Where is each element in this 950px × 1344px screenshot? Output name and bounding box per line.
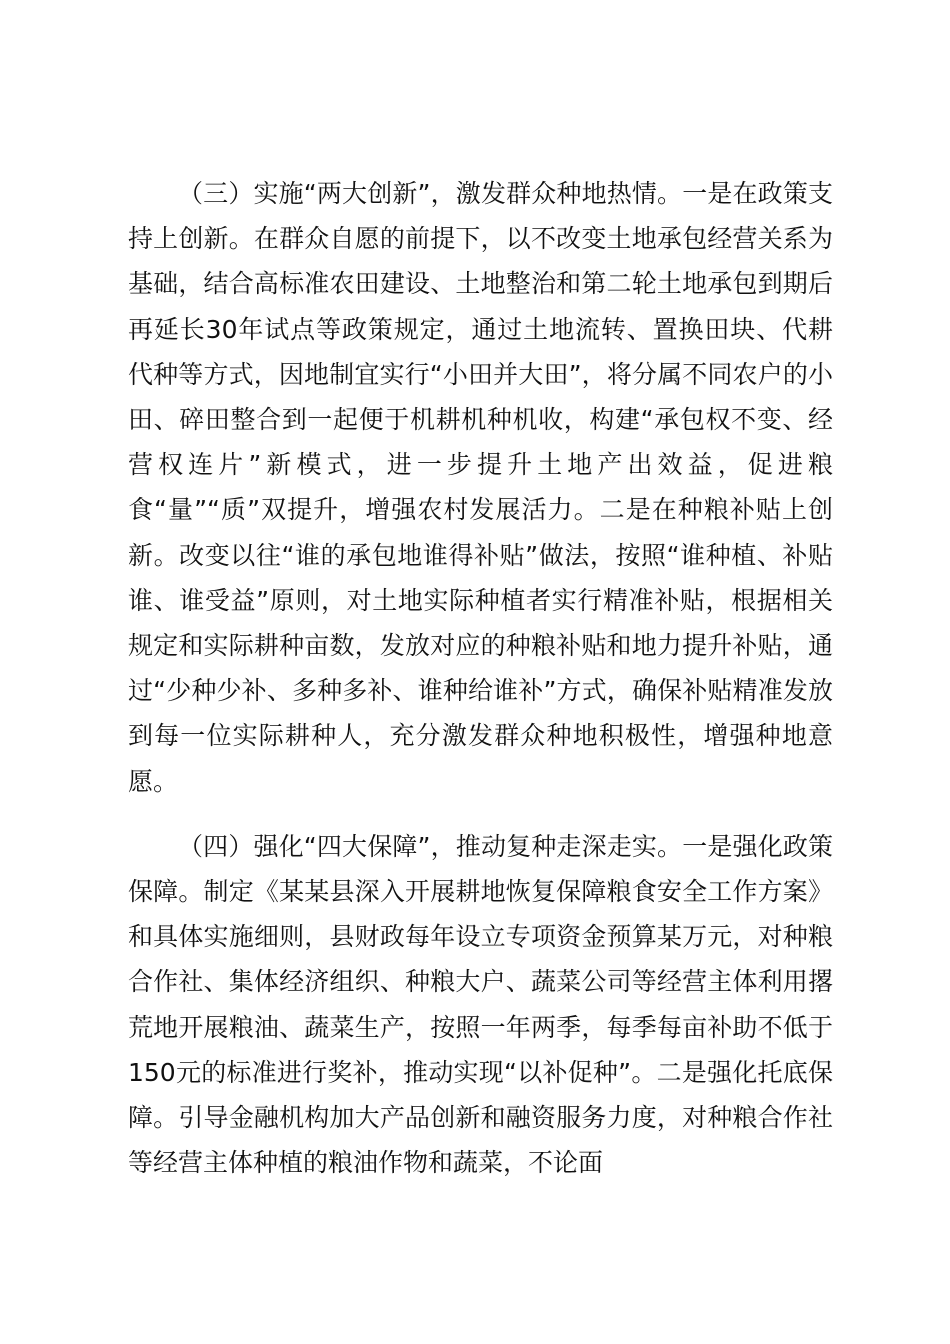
paragraph-four-guarantees: （四）强化“四大保障”，推动复种走深走实。一是强化政策保障。制定《某某县深入开展耕地恢复保障粮食安全工作方案》和具体实施细则，县财政每年设立专项资金预算某万元，对种粮合作社、集体经济组织、种粮大户、蔬菜公司等经营主体利用撂荒地开展粮油、蔬菜生产，按照一年两季，每季每亩补助不低于150元的标准进行奖补，推动实现“以补促种”。二是强化托底保障。引导金融机构加大产品创新和融资服务力度，对种粮合作社等经营主体种植的粮油作物和蔬菜，不论面	[128, 831, 833, 1178]
document-page	[128, 171, 833, 1185]
paragraph-two-innovations: （三）实施“两大创新”，激发群众种地热情。一是在政策支持上创新。在群众自愿的前提下，以不改变土地承包经营关系为基础，结合高标准农田建设、土地整治和第二轮土地承包到期后再延长30年试点等政策规定，通过土地流转、置换田块、代耕代种等方式，因地制宜实行“小田并大田”，将分属不同农户的小田、碎田整合到一起便于机耕机种机收，构建“承包权不变、经营权连片”新模式，进一步提升土地产出效益，促进粮食“量”“质”双提升，增强农村发展活力。二是在种粮补贴上创新。改变以往“谁的承包地谁得补贴”做法，按照“谁种植、补贴谁、谁受益”原则，对土地实际种植者实行精准补贴，根据相关规定和实际耕种亩数，发放对应的种粮补贴和地力提升补贴，通过“少种少补、多种多补、谁种给谁补”方式，确保补贴精准发放到每一位实际耕种人，充分激发群众种地积极性，增强种地意愿。	[128, 179, 833, 796]
